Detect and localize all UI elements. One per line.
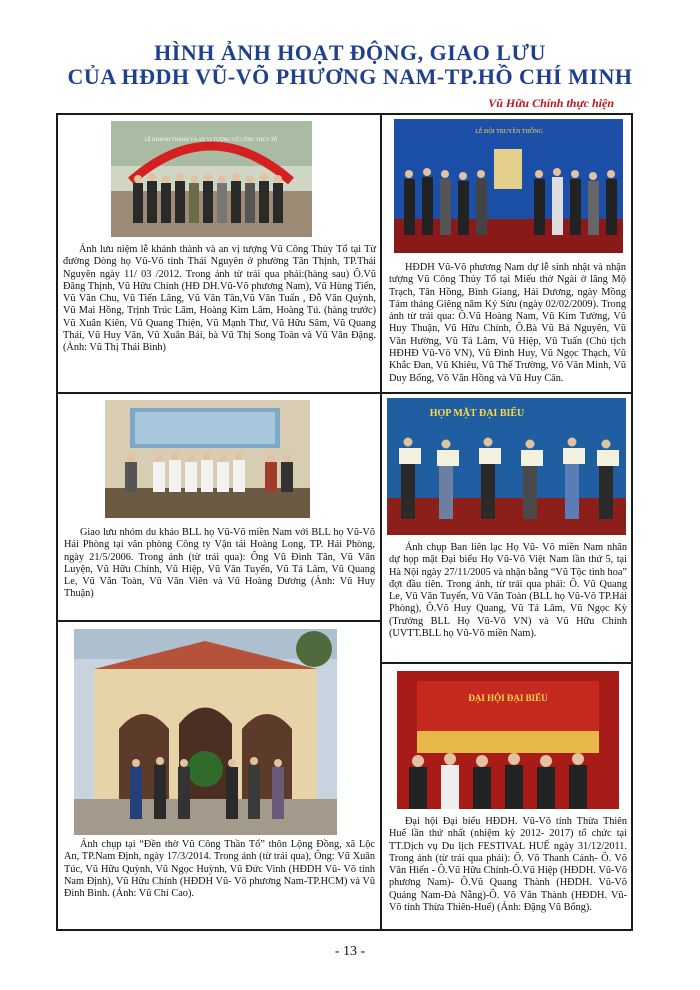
caption-6: Đại hội Đại biểu HĐDH. Vũ-Võ tỉnh Thừa Thiên Huế lần thứ nhất (nhiệm kỳ 2012- 2017) tổ chức tại TT.Dịch vụ Du lịch FESTIVAL HUẾ ngày 31/12/2011. Trong ảnh (từ trái qua phải): Ô. Võ Thanh Cảnh- Ô. Võ Văn Hiến - Ô.Vũ Hữu Chính-Ô.Vũ Hiệp (HĐDH. Vũ-Võ phương Nam)- Ô.Vũ Quang Thành (HĐDH. Vũ-Võ Quảng Nam-Đà Nẵng)-Ô. Võ Văn Thành (HĐDH. Vũ-Võ tỉnh Thừa Thiên-Huế) (Ảnh: Đặng Vũ Bổng). [389, 816, 627, 914]
caption-4: Ảnh chụp Ban liên lạc Họ Vũ- Võ miền Nam nhân dự họp mặt Đại biểu Họ Vũ-Võ Việt Nam lần thứ 5, tại Hà Nội ngày 27/11/2005 và nhận bằng “Vũ Tộc tình hoa” đợt đầu tiên. Trong ảnh, từ trái qua phải: Ô. Vũ Quang Le, Vũ Văn Tuyển, Vũ Văn Toàn (BLL họ Vũ-Võ TP.Hải Phòng), Ô.Võ Huy Quang, Vũ Tá Lâm, Vũ Ngọc Kỳ (Trưởng BLL Họ Vũ-Võ VN) và Vũ Hữu Chính (UVTT.BLL họ Vũ-Võ miền Nam). [389, 542, 627, 640]
page-title-line-2: CỦA HĐDH VŨ-VÕ PHƯƠNG NAM-TP.HỒ CHÍ MINH [67, 64, 633, 89]
caption-2: HĐDH Vũ-Võ phương Nam dự lễ sinh nhật và nhận tượng Vũ Công Thủy Tổ tại Miếu thờ Ngài ở lăng Mộ Trạch, Tân Hồng, Bình Giang, Hải Dương, ngày Mồng Tám tháng Giêng năm Kỷ Sửu (ngày 02/02/2009). Trong ảnh từ trái qua: Ô.Vũ Hoàng Nam, Vũ Kim Tường, Vũ Huy Thuận, Vũ Hữu Chính, Ô.Bà Vũ Bá Nguyên, Vũ Văn Hường, Vũ Tá Lâm, Vũ Hiệp, Vũ Tuấn (Chủ tịch HĐHĐ Vũ-Võ VN), Vũ Đình Huy, Vũ Ngọc Thạch, Vũ Khắc Đan, Vũ Khiêu, Vũ Thế Trường, Võ Văn Minh, Vũ Duy Bổng, Võ Văn Hồng và Vũ Huy Cân. [389, 262, 626, 384]
photo-banner-text: HỌP MẶT ĐẠI BIỂU [429, 408, 525, 419]
photo-banner-text: ĐẠI HỘI ĐẠI BIỂU [468, 693, 548, 703]
photo-certificates [387, 398, 626, 535]
credit-line: Vũ Hữu Chính thực hiện [488, 96, 614, 110]
photo-office-meeting [105, 400, 310, 518]
photo-temple [74, 629, 337, 835]
photo-congress [397, 671, 619, 809]
photo-statue-ceremony [394, 119, 623, 253]
photo-statue-inauguration [111, 121, 312, 237]
caption-3: Giao lưu nhóm du khảo BLL họ Vũ-Võ miền Nam với BLL họ Vũ-Võ Hải Phòng tại văn phòng Công ty Vận tải Hoàng Long, TP. Hải Phòng, ngày 21/5/2006. Trong ảnh (từ trái qua): Ông Vũ Đình Tân, Vũ Văn Luyện, Vũ Hữu Chính, Vũ Hiệp, Vũ Văn Tuyển, Vũ Tá Lâm, Vũ Quang Le, Vũ Văn Toàn, Vũ Văn Viên và Vũ Hoàng Dương (Ảnh: Vũ Huy Thuận) [64, 527, 375, 600]
page-title-line-1: HÌNH ẢNH HOẠT ĐỘNG, GIAO LƯU [154, 40, 546, 65]
photo-banner-text: LỄ ĐỘI TRUYỀN THỐNG [475, 129, 543, 135]
caption-1: Ảnh lưu niệm lễ khánh thành và an vị tượng Vũ Công Thủy Tổ tại Từ đường Dòng họ Vũ-Võ tỉnh Thái Nguyên ở phường Tân Thịnh, TP.Thái Nguyên ngày 11/ 03 /2012. Trong ảnh từ trái qua phải:(hàng sau) Ô.Vũ Đăng Thịnh, Vũ Hữu Chính (HĐ DH.Vũ-Võ phương Nam), Vũ Hùng Tiến, Vũ Văn Chu, Vũ Tiến Lãng, Vũ Văn Tân,Vũ Văn Tuấn , Đỗ Văn Quỳnh, Vũ Mai Hồng, Trịnh Trúc Lâm, Hoàng Kim Lâm, Hoàng Tú. (hàng trước) Vũ Xuân Kiên, Vũ Quang Thiện, Vũ Mạnh Thư, Vũ Hữu Sâm, Vũ Quang Thái, Vũ Huy Văn, Vũ Xuân Bái, bà Vũ Thị Song Toàn và Vũ Văn Đặng. (Ảnh: Vũ Thị Thái Bình) [63, 244, 376, 354]
photo-banner-text: LỄ KHÁNH THÀNH VÀ AN VỊ TƯỢNG VŨ CÔNG THỦY TỔ [144, 138, 278, 143]
caption-5: Ảnh chụp tại “Đền thờ Vũ Công Thần Tổ” thôn Lộng Đồng, xã Lộc An, TP.Nam Định, ngày 17/3/2014. Trong ảnh (từ trái qua), Ông: Vũ Xuân Túc, Vũ Hữu Quỳnh, Vũ Ngọc Huỳnh, Vũ Đức Vinh (HĐDH Vũ- Võ tỉnh Nam Định), Vũ Hữu Chính (HĐDH Vũ- Võ phương Nam-TP.HCM) và Vũ Đình Bình. (Ảnh: Vũ Chí Cao). [64, 839, 375, 900]
page-number: - 13 - [334, 944, 366, 959]
